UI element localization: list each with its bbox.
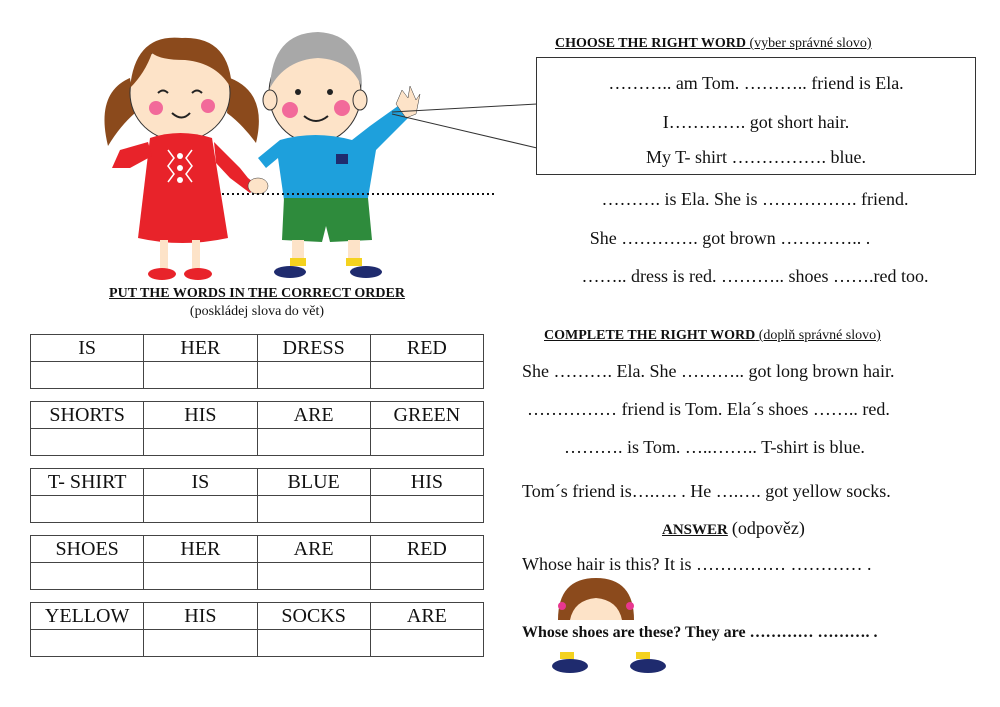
order-heading: PUT THE WORDS IN THE CORRECT ORDER	[109, 286, 405, 301]
bubble-tail	[390, 100, 540, 160]
choose-line-3: …….. dress is red. ……….. shoes …….red too.	[581, 266, 929, 286]
word-cell: HER	[144, 536, 257, 563]
answer-cell[interactable]	[144, 563, 257, 590]
girl-figure	[104, 38, 258, 280]
hair-picture	[556, 576, 636, 620]
choose-heading	[555, 36, 872, 52]
answer-cell[interactable]	[144, 496, 257, 523]
answer-cell[interactable]	[144, 630, 257, 657]
word-cell: GREEN	[370, 402, 483, 429]
answer-cell[interactable]	[257, 630, 370, 657]
word-table-4	[30, 535, 484, 590]
word-cell: HIS	[370, 469, 483, 496]
complete-subheading: (doplň správné slovo)	[758, 328, 881, 343]
word-cell: DRESS	[257, 335, 370, 362]
answer-cell[interactable]	[31, 362, 144, 389]
answer-cell[interactable]	[370, 496, 483, 523]
bubble-line-3: My T- shirt ……………. blue.	[645, 147, 866, 167]
word-table-2	[30, 401, 484, 456]
word-cell: IS	[31, 335, 144, 362]
answer-cell[interactable]	[144, 429, 257, 456]
word-cell: T- SHIRT	[31, 469, 144, 496]
answer-cell[interactable]	[31, 563, 144, 590]
answer-cell[interactable]	[144, 362, 257, 389]
word-cell: YELLOW	[31, 603, 144, 630]
word-table-1	[30, 334, 484, 389]
complete-heading	[544, 328, 881, 344]
answer-cell[interactable]	[370, 563, 483, 590]
choose-subheading: (vyber správné slovo)	[749, 36, 872, 51]
answer-heading	[662, 518, 805, 539]
answer-cell[interactable]	[370, 630, 483, 657]
answer-cell[interactable]	[31, 429, 144, 456]
bubble-line-2: I…………. got short hair.	[662, 112, 850, 132]
complete-line-3: ………. is Tom. …..…….. T-shirt is blue.	[564, 437, 865, 457]
word-cell: SOCKS	[257, 603, 370, 630]
answer-cell[interactable]	[257, 362, 370, 389]
complete-line-4: Tom´s friend is….…. . He ….…. got yellow socks.	[522, 481, 891, 501]
order-subheading: (poskládej slova do vět)	[189, 304, 325, 319]
answer-subheading: (odpověz)	[731, 518, 805, 538]
choose-heading-text: CHOOSE THE RIGHT WORD	[555, 36, 746, 51]
word-cell: RED	[370, 536, 483, 563]
word-cell: RED	[370, 335, 483, 362]
shoes-picture	[550, 650, 670, 676]
answer-cell[interactable]	[257, 429, 370, 456]
choose-line-2: She …………. got brown ………….. .	[589, 228, 871, 248]
complete-heading-text: COMPLETE THE RIGHT WORD	[544, 328, 756, 343]
answer-cell[interactable]	[370, 429, 483, 456]
answer-question-2: Whose shoes are these? They are ………… ………. .	[522, 624, 878, 641]
answer-cell[interactable]	[257, 563, 370, 590]
word-cell: ARE	[257, 402, 370, 429]
word-cell: SHORTS	[31, 402, 144, 429]
answer-heading-text: ANSWER	[662, 522, 728, 538]
answer-cell[interactable]	[257, 496, 370, 523]
word-cell: SHOES	[31, 536, 144, 563]
word-cell: ARE	[257, 536, 370, 563]
word-cell: HER	[144, 335, 257, 362]
answer-cell[interactable]	[31, 496, 144, 523]
word-table-5	[30, 602, 484, 657]
word-cell: HIS	[144, 402, 257, 429]
bubble-line-1: ……….. am Tom. ……….. friend is Ela.	[608, 73, 904, 93]
answer-cell[interactable]	[31, 630, 144, 657]
complete-line-1: She ………. Ela. She ……….. got long brown hair.	[522, 361, 895, 381]
word-cell: ARE	[370, 603, 483, 630]
word-cell: IS	[144, 469, 257, 496]
answer-question-1: Whose hair is this? It is …………… ………… .	[522, 554, 872, 574]
word-cell: BLUE	[257, 469, 370, 496]
word-table-3	[30, 468, 484, 523]
choose-line-1: ………. is Ela. She is ……………. friend.	[601, 189, 909, 209]
complete-line-2: …………… friend is Tom. Ela´s shoes …….. red.	[527, 399, 890, 419]
word-cell: HIS	[144, 603, 257, 630]
answer-cell[interactable]	[370, 362, 483, 389]
